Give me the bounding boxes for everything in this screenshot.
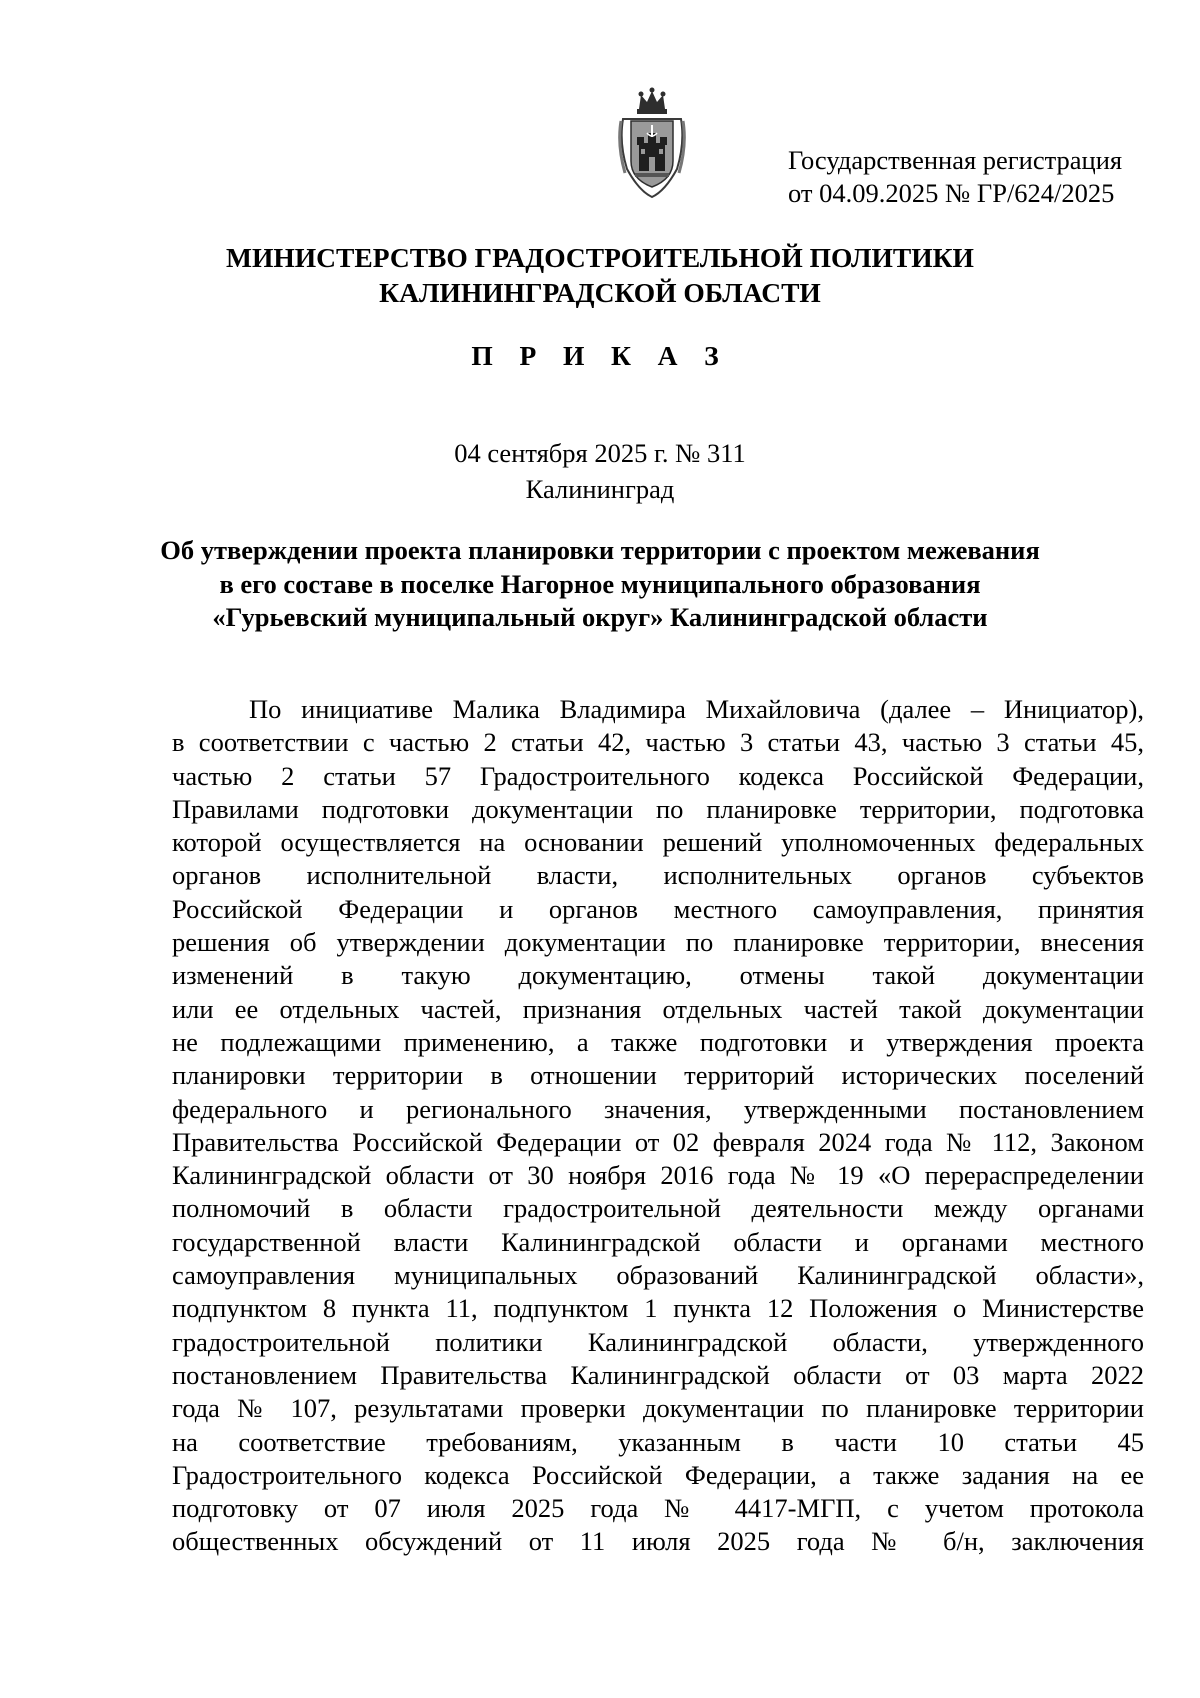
body-line: решения об утверждении документации по планировке территории, внесения [172, 927, 1144, 958]
body-line: не подлежащими применению, а также подготовки и утверждения проекта [172, 1026, 1144, 1057]
ministry-line: КАЛИНИНГРАДСКОЙ ОБЛАСТИ [379, 277, 821, 308]
body-line: или ее отдельных частей, признания отдельных частей такой документации [172, 993, 1144, 1024]
body-line: планировки территории в отношении территорий исторических поселений [172, 1060, 1144, 1091]
body-line: общественных обсуждений от 11 июля 2025 года № б/н, заключения [172, 1526, 1144, 1557]
body-line: изменений в такую документацию, отмены такой документации [172, 960, 1144, 991]
order-body-text [172, 693, 1144, 1559]
order-date-number: 04 сентября 2025 г. № 311 [454, 438, 746, 468]
body-line: на соответствие требованиям, указанным в части 10 статьи 45 [172, 1426, 1144, 1457]
order-date-and-place [0, 435, 1200, 507]
body-line: Калининградской области от 30 ноября 2016 года № 19 «О перераспределении [172, 1160, 1144, 1191]
body-line: государственной власти Калининградской области и органами местного [172, 1226, 1144, 1257]
body-line: федерального и регионального значения, утвержденными постановлением [172, 1093, 1144, 1124]
document-type-heading: П Р И К А З [471, 340, 729, 371]
body-line: в соответствии с частью 2 статьи 42, частью 3 статьи 43, частью 3 статьи 45, [172, 727, 1144, 758]
ministry-name [0, 240, 1200, 310]
body-line: постановлением Правительства Калининградской области от 03 марта 2022 [172, 1359, 1144, 1390]
body-line: Градостроительного кодекса Российской Федерации, а также задания на ее [172, 1459, 1144, 1490]
body-line: органов исполнительной власти, исполнительных органов субъектов [172, 860, 1144, 891]
body-line: подпунктом 8 пункта 11, подпунктом 1 пункта 12 Положения о Министерстве [172, 1293, 1144, 1324]
body-line: частью 2 статьи 57 Градостроительного кодекса Российской Федерации, [172, 760, 1144, 791]
body-line: градостроительной политики Калининградской области, утвержденного [172, 1326, 1144, 1357]
body-line: года № 107, результатами проверки документации по планировке территории [172, 1393, 1144, 1424]
registration-stamp [788, 144, 1188, 210]
body-line: Российской Федерации и органов местного самоуправления, принятия [172, 893, 1144, 924]
title-line: Об утверждении проекта планировки территории с проектом межевания [160, 535, 1040, 565]
registration-label: Государственная регистрация [788, 145, 1123, 175]
body-line: Правительства Российской Федерации от 02 февраля 2024 года № 112, Законом [172, 1126, 1144, 1157]
title-line: в его составе в поселке Нагорное муниципального образования [219, 568, 981, 599]
ministry-line: МИНИСТЕРСТВО ГРАДОСТРОИТЕЛЬНОЙ ПОЛИТИКИ [226, 242, 974, 273]
body-line: подготовку от 07 июля 2025 года № 4417-МГП, с учетом протокола [172, 1493, 1144, 1524]
body-line: По инициативе Малика Владимира Михайловича (далее – Инициатор), [249, 694, 1144, 724]
title-line: «Гурьевский муниципальный округ» Калининградской области [212, 602, 988, 632]
order-city: Калининград [525, 474, 675, 504]
body-line: полномочий в области градостроительной деятельности между органами [172, 1193, 1144, 1224]
body-line: самоуправления муниципальных образований Калининградской области», [172, 1260, 1144, 1291]
order-title [0, 534, 1200, 635]
body-line: Правилами подготовки документации по планировке территории, подготовка [172, 793, 1144, 824]
registration-number: от 04.09.2025 № ГР/624/2025 [788, 178, 1115, 208]
body-line: которой осуществляется на основании решений уполномоченных федеральных [172, 827, 1144, 858]
coat-of-arms-emblem [617, 87, 687, 199]
